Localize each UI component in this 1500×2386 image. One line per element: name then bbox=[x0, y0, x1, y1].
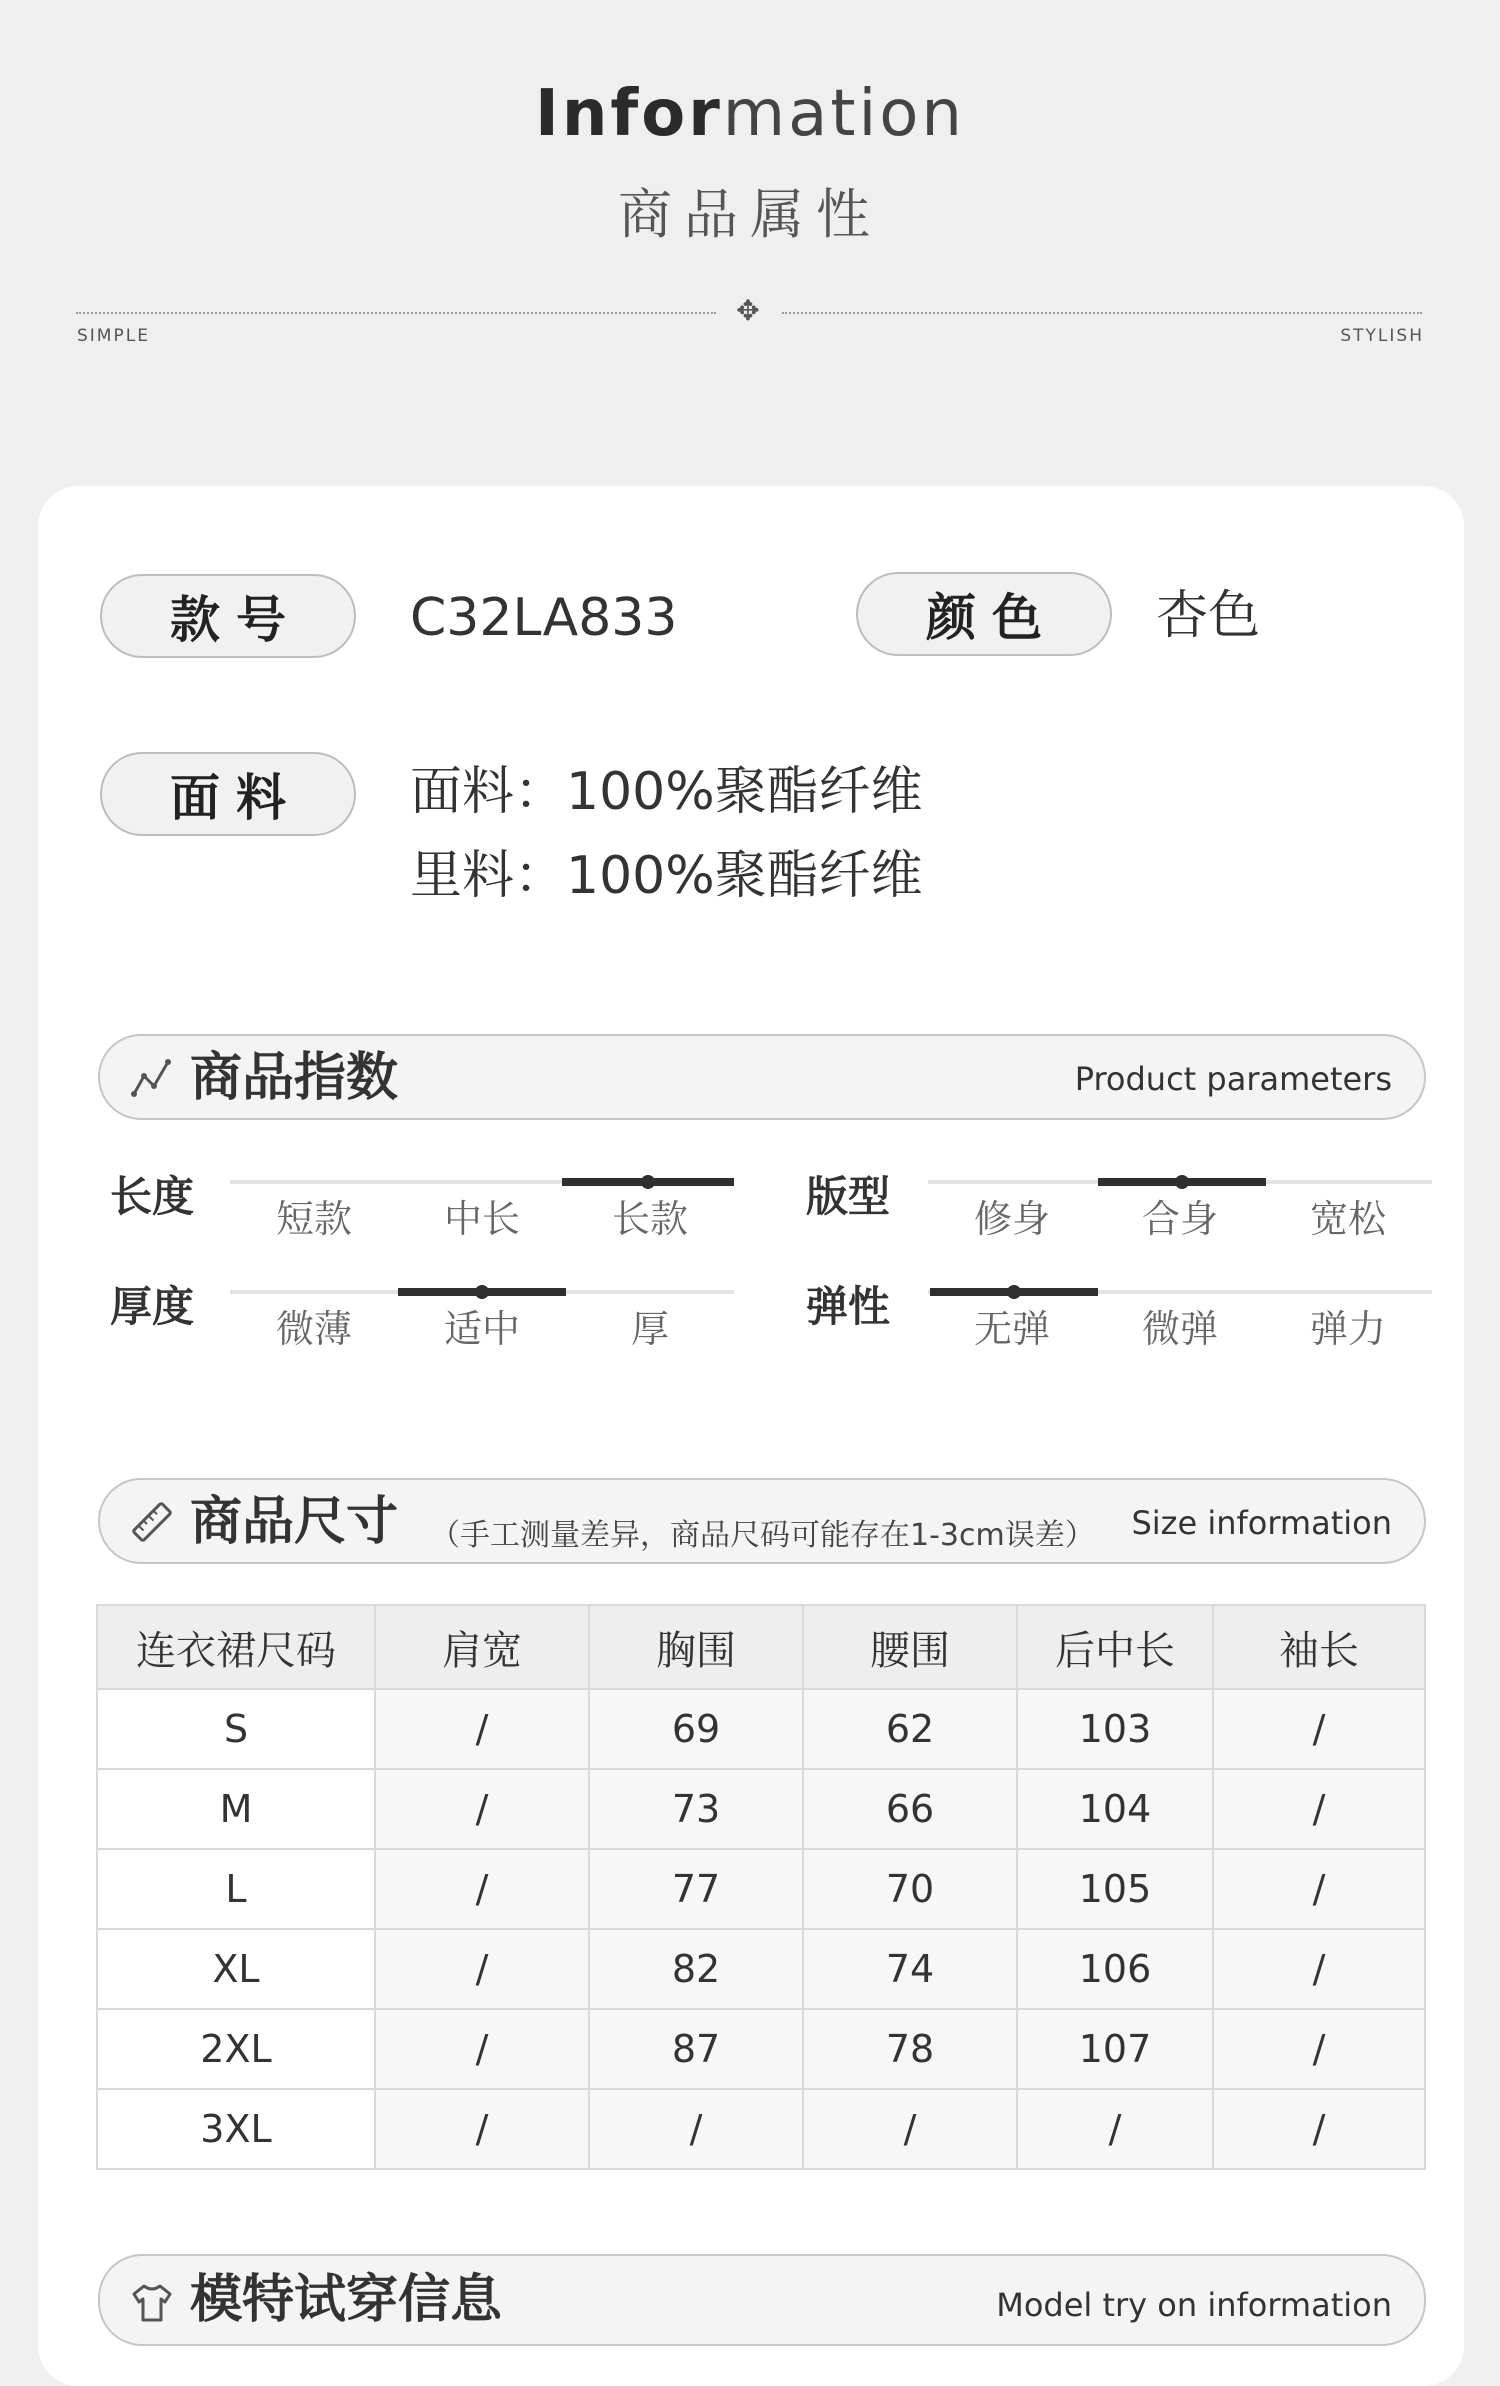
length-option-long: 长款 bbox=[611, 1197, 688, 1241]
table-cell: XL bbox=[97, 1929, 375, 2009]
model-info-en: Model try on information bbox=[996, 2286, 1392, 2324]
thickness-option-thick: 厚 bbox=[630, 1307, 669, 1351]
fit-selected-dot bbox=[1175, 1175, 1189, 1189]
product-parameters-bar bbox=[98, 1034, 1426, 1120]
table-cell: 62 bbox=[803, 1689, 1017, 1769]
thickness-option-thin: 微薄 bbox=[275, 1307, 352, 1351]
fit-option-loose: 宽松 bbox=[1309, 1197, 1386, 1241]
ruler-icon bbox=[130, 1500, 174, 1544]
table-cell: 77 bbox=[589, 1849, 803, 1929]
table-cell: / bbox=[1213, 2009, 1425, 2089]
stylish-label: STYLISH bbox=[1340, 326, 1424, 346]
table-cell: 70 bbox=[803, 1849, 1017, 1929]
col-header-waist: 腰围 bbox=[803, 1605, 1017, 1689]
table-cell: 106 bbox=[1017, 1929, 1213, 2009]
length-label: 长度 bbox=[110, 1172, 195, 1221]
col-header-sleeve: 袖长 bbox=[1213, 1605, 1425, 1689]
table-cell: 66 bbox=[803, 1769, 1017, 1849]
right-dotted-divider bbox=[782, 312, 1422, 314]
table-cell: 69 bbox=[589, 1689, 803, 1769]
table-cell: S bbox=[97, 1689, 375, 1769]
table-cell: 2XL bbox=[97, 2009, 375, 2089]
table-cell: / bbox=[375, 1689, 589, 1769]
fit-scale bbox=[928, 1172, 1432, 1244]
table-cell: / bbox=[375, 2009, 589, 2089]
table-cell: / bbox=[1213, 1849, 1425, 1929]
size-information-en: Size information bbox=[1131, 1504, 1392, 1542]
thickness-label: 厚度 bbox=[110, 1282, 195, 1331]
fabric-pill: 面料 bbox=[100, 752, 356, 836]
table-cell: 3XL bbox=[97, 2089, 375, 2169]
table-cell: 105 bbox=[1017, 1849, 1213, 1929]
title-light-part: mation bbox=[722, 77, 965, 151]
style-no-value: C32LA833 bbox=[410, 588, 678, 648]
color-pill: 颜色 bbox=[856, 572, 1112, 656]
table-cell: / bbox=[375, 1769, 589, 1849]
fit-label: 版型 bbox=[806, 1172, 891, 1221]
table-cell: 73 bbox=[589, 1769, 803, 1849]
color-value: 杏色 bbox=[1156, 586, 1261, 646]
table-cell: / bbox=[1213, 1929, 1425, 2009]
col-header-bust: 胸围 bbox=[589, 1605, 803, 1689]
length-selected-dot bbox=[641, 1175, 655, 1189]
model-info-bar bbox=[98, 2254, 1426, 2346]
elasticity-option-none: 无弹 bbox=[973, 1307, 1050, 1351]
table-row bbox=[97, 1769, 1425, 1849]
left-dotted-divider bbox=[76, 312, 716, 314]
table-cell: 82 bbox=[589, 1929, 803, 2009]
table-cell: / bbox=[375, 1929, 589, 2009]
product-parameters-en: Product parameters bbox=[1074, 1060, 1392, 1098]
size-information-bar bbox=[98, 1478, 1426, 1564]
size-information-title: 商品尺寸 bbox=[190, 1492, 399, 1552]
elasticity-label: 弹性 bbox=[806, 1282, 891, 1331]
product-parameters-title: 商品指数 bbox=[190, 1048, 399, 1108]
fit-option-regular: 合身 bbox=[1141, 1197, 1218, 1241]
fabric-line-1: 面料：100%聚酯纤维 bbox=[410, 762, 923, 822]
table-cell: / bbox=[375, 1849, 589, 1929]
table-cell: / bbox=[589, 2089, 803, 2169]
table-row bbox=[97, 1849, 1425, 1929]
table-cell: 107 bbox=[1017, 2009, 1213, 2089]
length-scale bbox=[230, 1172, 734, 1244]
length-option-mid: 中长 bbox=[443, 1197, 520, 1241]
table-row bbox=[97, 2089, 1425, 2169]
elasticity-scale bbox=[928, 1282, 1432, 1354]
size-table-header-row bbox=[97, 1605, 1425, 1689]
table-cell: M bbox=[97, 1769, 375, 1849]
title-bold-part: Infor bbox=[535, 77, 723, 151]
elasticity-selected-dot bbox=[1007, 1285, 1021, 1299]
size-measure-note: （手工测量差异，商品尺码可能存在1-3cm误差） bbox=[430, 1518, 1095, 1553]
table-cell: 87 bbox=[589, 2009, 803, 2089]
style-no-pill: 款号 bbox=[100, 574, 356, 658]
trend-line-icon bbox=[130, 1056, 174, 1100]
col-header-size: 连衣裙尺码 bbox=[97, 1605, 375, 1689]
fabric-line-2: 里料：100%聚酯纤维 bbox=[410, 846, 923, 906]
table-cell: / bbox=[1017, 2089, 1213, 2169]
elasticity-option-stretch: 弹力 bbox=[1309, 1307, 1386, 1351]
tshirt-icon bbox=[130, 2280, 174, 2324]
col-header-back-length: 后中长 bbox=[1017, 1605, 1213, 1689]
table-row bbox=[97, 1929, 1425, 2009]
page-subtitle: 商品属性 bbox=[618, 183, 882, 246]
table-cell: 78 bbox=[803, 2009, 1017, 2089]
fit-option-slim: 修身 bbox=[973, 1197, 1050, 1241]
page-title bbox=[0, 77, 1500, 151]
elasticity-option-slight: 微弹 bbox=[1141, 1307, 1218, 1351]
table-row bbox=[97, 2009, 1425, 2089]
col-header-shoulder: 肩宽 bbox=[375, 1605, 589, 1689]
table-cell: / bbox=[1213, 1769, 1425, 1849]
table-cell: / bbox=[803, 2089, 1017, 2169]
table-cell: / bbox=[375, 2089, 589, 2169]
table-cell: / bbox=[1213, 1689, 1425, 1769]
table-cell: / bbox=[1213, 2089, 1425, 2169]
thickness-scale bbox=[230, 1282, 734, 1354]
length-option-short: 短款 bbox=[275, 1197, 352, 1241]
thickness-selected-dot bbox=[475, 1285, 489, 1299]
model-info-title: 模特试穿信息 bbox=[190, 2270, 503, 2330]
table-row bbox=[97, 1689, 1425, 1769]
table-cell: 74 bbox=[803, 1929, 1017, 2009]
table-cell: 103 bbox=[1017, 1689, 1213, 1769]
size-table bbox=[96, 1604, 1426, 2170]
table-cell: L bbox=[97, 1849, 375, 1929]
four-point-star-icon: ✥ bbox=[736, 294, 760, 327]
table-cell: 104 bbox=[1017, 1769, 1213, 1849]
thickness-option-medium: 适中 bbox=[443, 1307, 520, 1351]
simple-label: SIMPLE bbox=[77, 326, 150, 346]
